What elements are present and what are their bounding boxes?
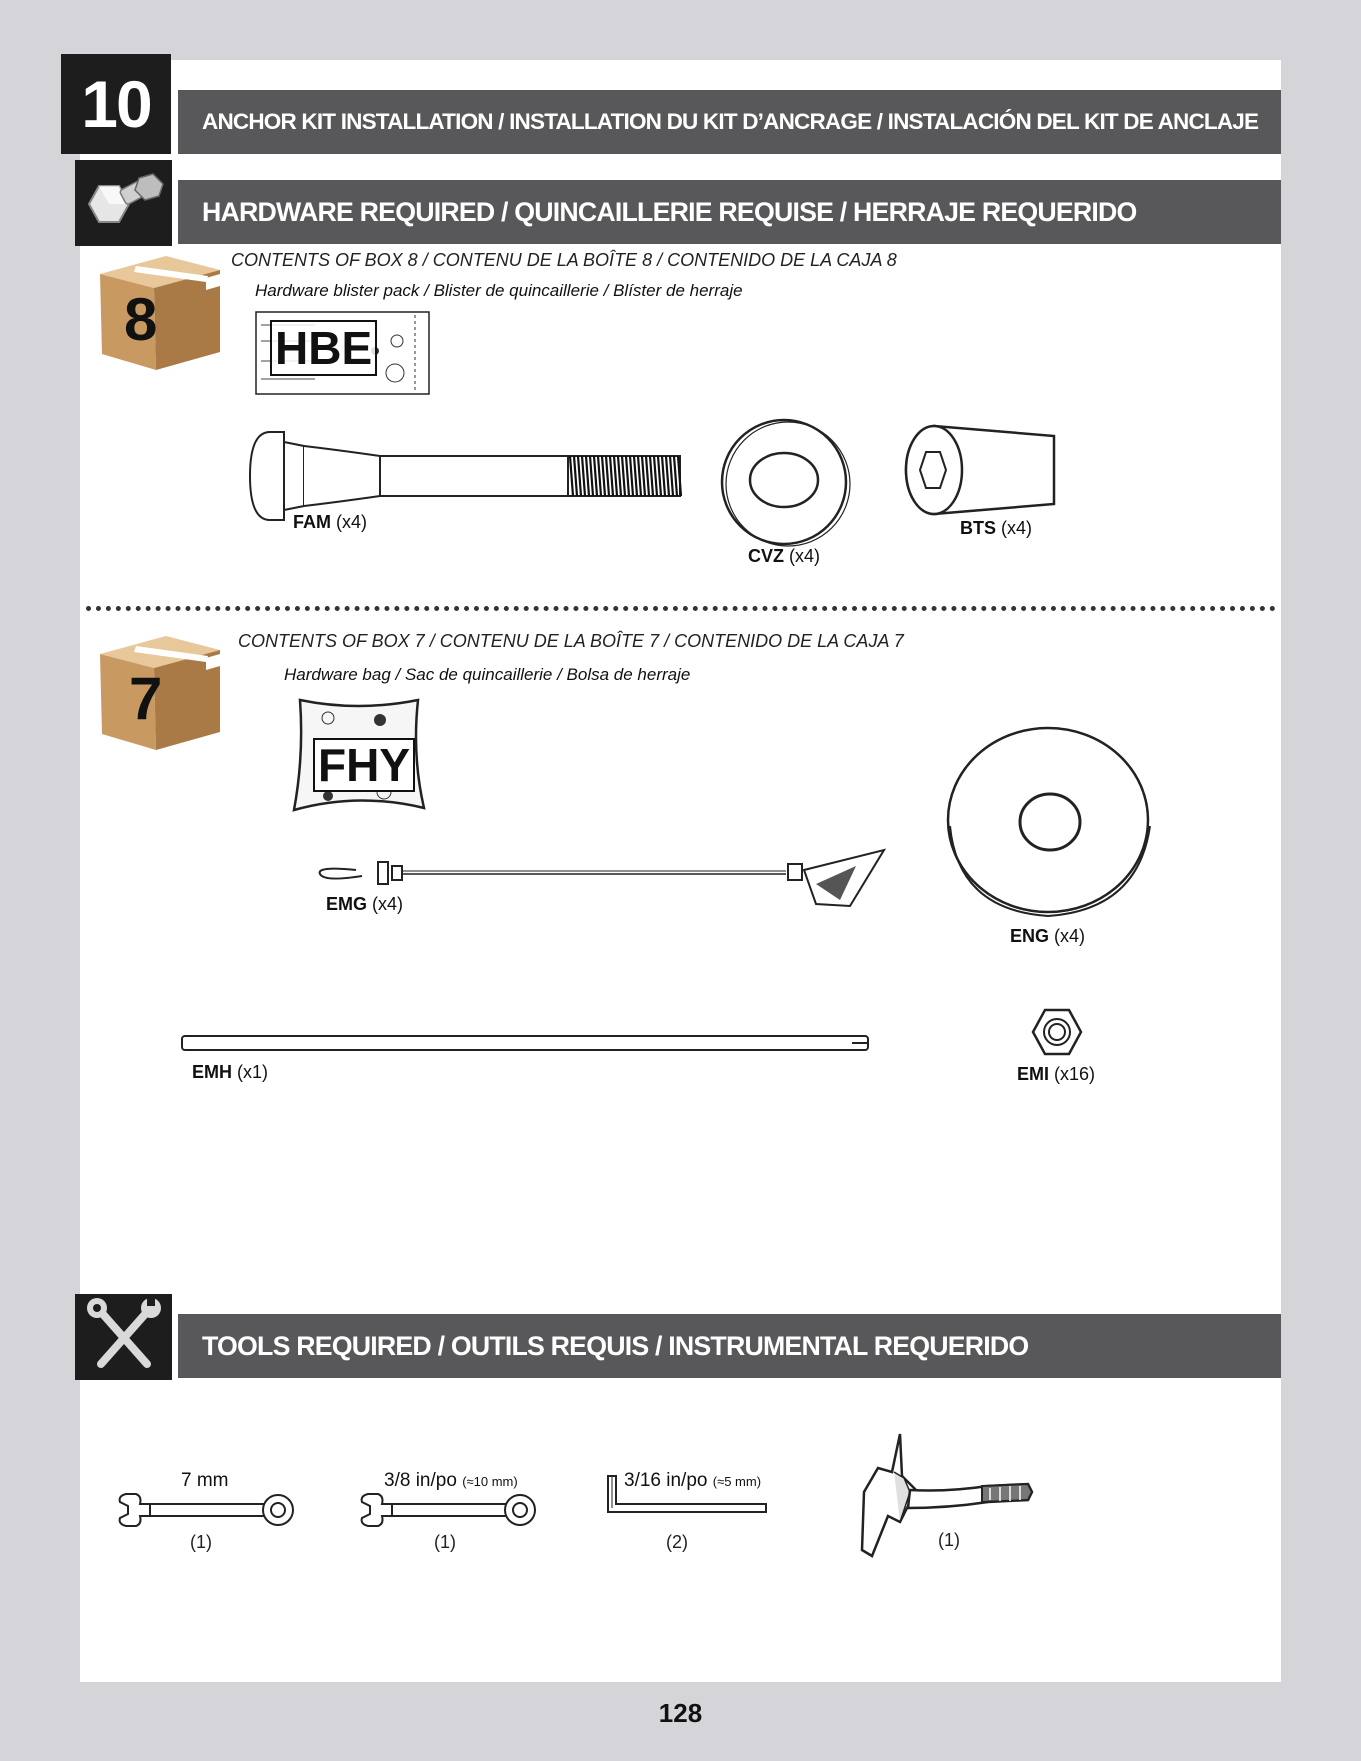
- tool-3-size: 3/16 in/po (≈5 mm): [624, 1470, 762, 1491]
- bolt-nut-icon: [75, 160, 172, 246]
- section-divider: [86, 606, 1276, 611]
- step-number: 10: [61, 54, 171, 154]
- emi-nut-icon: [1031, 1008, 1083, 1060]
- box-8-icon: [96, 252, 226, 372]
- crossed-wrenches-icon: [75, 1294, 172, 1380]
- box-7-contents: CONTENTS OF BOX 7 / CONTENU DE LA BOÎTE 7 / CONTENIDO DE LA CAJA 7: [238, 631, 904, 651]
- box-8-contents: CONTENTS OF BOX 8 / CONTENU DE LA BOÎTE 8 / CONTENIDO DE LA CAJA 8: [231, 250, 897, 270]
- emh-label: EMH (x1): [192, 1062, 268, 1082]
- wrench-7mm-icon: [116, 1492, 298, 1528]
- eng-washer-icon: [948, 726, 1152, 918]
- blister-pack-code: HBE: [270, 320, 377, 376]
- bts-barrel-nut-icon: [904, 422, 1054, 518]
- emi-label: EMI (x16): [1017, 1064, 1096, 1084]
- emg-label: EMG (x4): [326, 894, 404, 914]
- fam-bolt-icon: [248, 428, 688, 524]
- wrench-3-8-icon: [358, 1492, 540, 1528]
- tool-3-qty: (2): [666, 1532, 688, 1552]
- emh-rod-icon: [180, 1032, 880, 1056]
- box-7-number: 7: [129, 665, 163, 732]
- tools-title: TOOLS REQUIRED / OUTILS REQUIS / INSTRUMENTAL REQUERIDO: [178, 1314, 1281, 1378]
- tool-2-size: 3/8 in/po (≈10 mm): [384, 1470, 518, 1491]
- tool-1-size: 7 mm: [181, 1470, 229, 1491]
- tool-2-qty: (1): [434, 1532, 456, 1552]
- eng-label: ENG (x4): [1010, 926, 1086, 946]
- hardware-title: HARDWARE REQUIRED / QUINCAILLERIE REQUISE / HERRAJE REQUERIDO: [178, 180, 1281, 244]
- cvz-washer-icon: [720, 418, 852, 550]
- box-7-pack-label: Hardware bag / Sac de quincaillerie / Bolsa de herraje: [284, 665, 691, 684]
- cvz-label: CVZ (x4): [748, 546, 820, 566]
- fam-label: FAM (x4): [293, 512, 367, 532]
- box-8-pack-label: Hardware blister pack / Blister de quincaillerie / Blíster de herraje: [255, 281, 743, 300]
- page-number: 128: [658, 1698, 703, 1728]
- tool-1-qty: (1): [190, 1532, 212, 1552]
- bts-label: BTS (x4): [960, 518, 1032, 538]
- tool-4-qty: (1): [938, 1530, 960, 1550]
- step-title: ANCHOR KIT INSTALLATION / INSTALLATION DU KIT D’ANCRAGE / INSTALACIÓN DEL KIT DE ANCLAJE: [178, 90, 1281, 154]
- bag-code: FHY: [313, 738, 415, 792]
- box-8-number: 8: [124, 286, 158, 353]
